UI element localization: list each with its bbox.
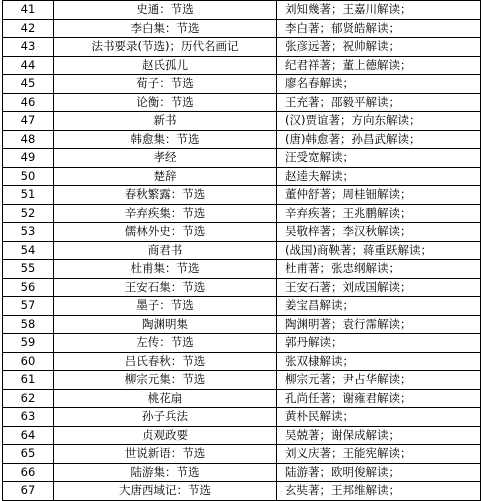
- author-cell: 杜甫著；张忠纲解读；: [277, 260, 481, 279]
- row-number-cell: 47: [3, 112, 54, 131]
- row-number-cell: 57: [3, 297, 54, 316]
- author-cell: 玄奘著；王邦维解读；: [277, 482, 481, 501]
- table-row: [3, 204, 481, 223]
- author-cell: 柳宗元著；尹占华解读；: [277, 371, 481, 390]
- author-cell: 汪受宽解读；: [277, 149, 481, 168]
- author-cell: 王安石著；刘成国解读；: [277, 278, 481, 297]
- table-row: [3, 223, 481, 242]
- author-cell: 吴兢著；谢保成解读；: [277, 426, 481, 445]
- author-cell: 郭丹解读；: [277, 334, 481, 353]
- author-cell: 刘义庆著；王能宪解读；: [277, 445, 481, 464]
- table-row: [3, 149, 481, 168]
- author-cell: 董仲舒著；周桂钿解读；: [277, 186, 481, 205]
- book-title-cell: 柳宗元集：节选: [54, 371, 277, 390]
- table-row: [3, 1, 481, 20]
- row-number-cell: 56: [3, 278, 54, 297]
- table-row: [3, 186, 481, 205]
- author-cell: 姜宝昌解读；: [277, 297, 481, 316]
- book-title-cell: 新书: [54, 112, 277, 131]
- book-title-cell: 世说新语：节选: [54, 445, 277, 464]
- book-list-table: [2, 0, 481, 501]
- author-cell: 辛弃疾著；王兆鹏解读；: [277, 204, 481, 223]
- row-number-cell: 55: [3, 260, 54, 279]
- author-cell: 张彦远著；祝帅解读；: [277, 38, 481, 57]
- author-cell: 吴敬梓著；李汉秋解读；: [277, 223, 481, 242]
- book-title-cell: 墨子：节选: [54, 297, 277, 316]
- book-title-cell: 荀子：节选: [54, 75, 277, 94]
- book-title-cell: 史通：节选: [54, 1, 277, 20]
- row-number-cell: 63: [3, 408, 54, 427]
- table-row: [3, 297, 481, 316]
- row-number-cell: 64: [3, 426, 54, 445]
- table-row: [3, 426, 481, 445]
- table-row: [3, 130, 481, 149]
- table-row: [3, 389, 481, 408]
- row-number-cell: 66: [3, 463, 54, 482]
- row-number-cell: 53: [3, 223, 54, 242]
- author-cell: 陶渊明著；袁行霈解读；: [277, 315, 481, 334]
- author-cell: 王充著；邵毅平解读；: [277, 93, 481, 112]
- book-title-cell: 赵氏孤儿: [54, 56, 277, 75]
- row-number-cell: 45: [3, 75, 54, 94]
- row-number-cell: 51: [3, 186, 54, 205]
- table-row: [3, 278, 481, 297]
- book-title-cell: 论衡：节选: [54, 93, 277, 112]
- book-title-cell: 王安石集：节选: [54, 278, 277, 297]
- row-number-cell: 59: [3, 334, 54, 353]
- author-cell: 张双棣解读；: [277, 352, 481, 371]
- table-row: [3, 352, 481, 371]
- row-number-cell: 50: [3, 167, 54, 186]
- row-number-cell: 62: [3, 389, 54, 408]
- row-number-cell: 54: [3, 241, 54, 260]
- author-cell: (唐)韩愈著；孙昌武解读；: [277, 130, 481, 149]
- book-title-cell: 贞观政要: [54, 426, 277, 445]
- table-row: [3, 408, 481, 427]
- row-number-cell: 65: [3, 445, 54, 464]
- book-title-cell: 楚辞: [54, 167, 277, 186]
- book-title-cell: 李白集：节选: [54, 19, 277, 38]
- author-cell: 廖名春解读；: [277, 75, 481, 94]
- book-title-cell: 陆游集：节选: [54, 463, 277, 482]
- book-title-cell: 陶渊明集: [54, 315, 277, 334]
- book-title-cell: 孙子兵法: [54, 408, 277, 427]
- table-row: [3, 75, 481, 94]
- row-number-cell: 46: [3, 93, 54, 112]
- row-number-cell: 44: [3, 56, 54, 75]
- table-row: [3, 112, 481, 131]
- table-row: [3, 315, 481, 334]
- row-number-cell: 41: [3, 1, 54, 20]
- table-row: [3, 334, 481, 353]
- table-row: [3, 38, 481, 57]
- book-title-cell: 孝经: [54, 149, 277, 168]
- book-title-cell: 大唐西域记：节选: [54, 482, 277, 501]
- table-row: [3, 167, 481, 186]
- table-row: [3, 93, 481, 112]
- row-number-cell: 48: [3, 130, 54, 149]
- row-number-cell: 43: [3, 38, 54, 57]
- book-title-cell: 桃花扇: [54, 389, 277, 408]
- author-cell: (战国)商鞅著；蒋重跃解读；: [277, 241, 481, 260]
- book-title-cell: 左传：节选: [54, 334, 277, 353]
- row-number-cell: 67: [3, 482, 54, 501]
- row-number-cell: 60: [3, 352, 54, 371]
- table-row: [3, 241, 481, 260]
- book-title-cell: 吕氏春秋：节选: [54, 352, 277, 371]
- author-cell: 孔尚任著；谢雍君解读；: [277, 389, 481, 408]
- row-number-cell: 42: [3, 19, 54, 38]
- book-title-cell: 辛弃疾集：节选: [54, 204, 277, 223]
- table-row: [3, 371, 481, 390]
- book-title-cell: 春秋繁露：节选: [54, 186, 277, 205]
- table-body: [3, 1, 481, 501]
- author-cell: (汉)贾谊著；方向东解读；: [277, 112, 481, 131]
- row-number-cell: 49: [3, 149, 54, 168]
- table-row: [3, 463, 481, 482]
- author-cell: 黄朴民解读；: [277, 408, 481, 427]
- row-number-cell: 61: [3, 371, 54, 390]
- table-row: [3, 260, 481, 279]
- book-title-cell: 商君书: [54, 241, 277, 260]
- author-cell: 李白著；郁贤皓解读；: [277, 19, 481, 38]
- book-title-cell: 儒林外史：节选: [54, 223, 277, 242]
- author-cell: 刘知幾著；王嘉川解读；: [277, 1, 481, 20]
- table-row: [3, 56, 481, 75]
- row-number-cell: 52: [3, 204, 54, 223]
- author-cell: 纪君祥著；董上德解读；: [277, 56, 481, 75]
- table-row: [3, 19, 481, 38]
- author-cell: 赵逵夫解读；: [277, 167, 481, 186]
- author-cell: 陆游著；欧明俊解读；: [277, 463, 481, 482]
- table-row: [3, 445, 481, 464]
- row-number-cell: 58: [3, 315, 54, 334]
- book-title-cell: 法书要录(节选)；历代名画记: [54, 38, 277, 57]
- book-title-cell: 杜甫集：节选: [54, 260, 277, 279]
- book-title-cell: 韩愈集：节选: [54, 130, 277, 149]
- table-row: [3, 482, 481, 501]
